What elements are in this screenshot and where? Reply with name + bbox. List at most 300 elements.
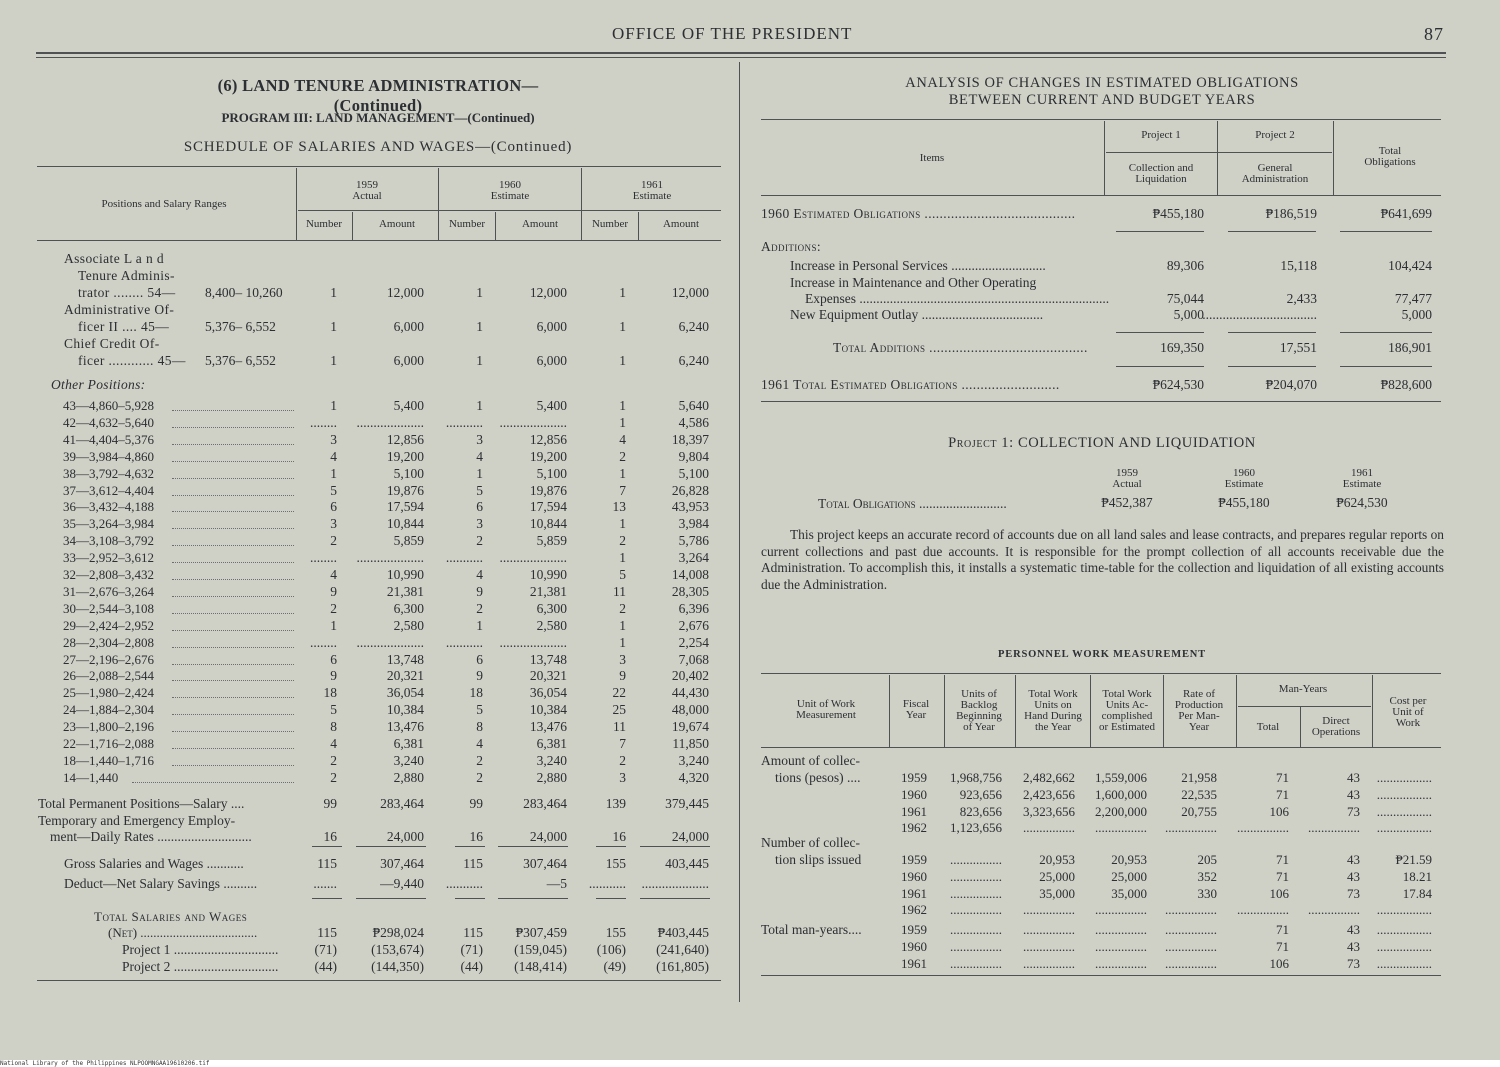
pwm-cell: 1959 [901, 922, 927, 937]
named-row-v5: 6,240 [678, 319, 709, 334]
project-year-0: 1959 Actual [1112, 467, 1142, 490]
other-positions-label: Other Positions: [51, 377, 146, 392]
pwm-cell: 71 [1276, 938, 1289, 954]
total-salaries-v1: ₱298,024 [372, 925, 424, 940]
analysis-value: 104,424 [1388, 258, 1432, 273]
analysis-value: 89,306 [1166, 258, 1204, 273]
other-row-v0: 4 [330, 567, 337, 582]
leader-dots [132, 782, 294, 783]
other-row-v4: 1 [619, 634, 626, 650]
other-row-v0: 2 [330, 600, 337, 616]
other-row-v1: .................... [356, 550, 424, 566]
analysis-value: 5,000 [1401, 307, 1432, 322]
pwm-header-5: Rate of Production Per Man- Year [1174, 688, 1224, 733]
temporary-v2: 16 [469, 829, 483, 844]
project1-v1: (153,674) [371, 942, 424, 957]
header-number: Number [305, 218, 343, 230]
other-row-v3: 21,381 [529, 583, 567, 599]
named-row-v2: 1 [476, 319, 483, 334]
other-row-v1: 13,476 [386, 719, 424, 735]
table-top-rule [37, 166, 721, 167]
other-row-v4: 3 [619, 769, 626, 785]
project1-v0: (71) [314, 942, 337, 957]
other-row-label: 27—2,196–2,676 [63, 651, 154, 667]
other-row-v2: 2 [476, 752, 483, 768]
total-obligations-value: ₱624,530 [1336, 495, 1388, 510]
other-row-v0: 8 [330, 719, 337, 735]
temporary-v4: 16 [612, 829, 626, 844]
other-row-v0: 3 [330, 516, 337, 532]
other-row-v1: 36,054 [386, 685, 424, 701]
other-row-v1: 2,580 [393, 617, 424, 633]
other-row-v2: ........... [445, 414, 483, 430]
other-row-v4: 2 [619, 533, 626, 549]
named-row-v5: 6,240 [678, 353, 709, 368]
header-project2: Project 2 [1255, 129, 1295, 141]
pwm-cell: ................. [1376, 803, 1432, 819]
other-row-label: 35—3,264–3,984 [63, 516, 154, 532]
header-amount: Amount [521, 218, 559, 230]
pwm-cell: ................ [1165, 820, 1217, 836]
temporary-v5: 24,000 [671, 829, 709, 844]
other-row-v5: 11,850 [672, 736, 709, 751]
pwm-cell: 1962 [901, 902, 927, 918]
project2-v4: (49) [603, 959, 626, 974]
pwm-unit-label: Amount of collec- [761, 753, 860, 768]
pwm-cell: 106 [1269, 955, 1289, 971]
other-row-v3: 17,594 [529, 499, 567, 515]
pwm-cell: ................ [1095, 902, 1147, 918]
other-row-v3: 12,856 [529, 431, 567, 447]
other-row-v5: 3,240 [678, 752, 709, 768]
other-row-v1: 10,990 [386, 567, 424, 582]
analysis-row-label: 1960 Estimated Obligations ........................................ [761, 206, 1076, 221]
other-row-v5: 4,586 [678, 414, 709, 430]
gross-v2: 115 [463, 856, 483, 871]
other-row-v5: 14,008 [671, 567, 709, 582]
named-row-v3: 6,000 [536, 319, 567, 334]
pwm-cell: 205 [1197, 852, 1217, 867]
other-row-v4: 13 [612, 499, 626, 515]
other-row-v1: 19,200 [386, 448, 424, 464]
pwm-cell: 17.84 [1402, 885, 1432, 901]
gross-v1: 307,464 [380, 856, 424, 871]
pwm-cell: 1959 [901, 852, 927, 867]
rule [455, 846, 485, 847]
other-row-v3: 2,580 [536, 617, 567, 633]
other-row-v4: 4 [619, 431, 626, 447]
pwm-cell: 923,656 [959, 786, 1002, 802]
project-year-1: 1960 Estimate [1224, 467, 1264, 490]
rule [596, 846, 626, 847]
other-row-v5: 3,264 [678, 550, 709, 566]
pwm-cell: ................. [1376, 902, 1432, 918]
other-row-v4: 11 [613, 583, 626, 599]
pwm-cell: 1961 [901, 803, 927, 819]
other-row-v4: 3 [619, 651, 626, 667]
analysis-value: 5,000 [1173, 307, 1204, 322]
other-row-label: 22—1,716–2,088 [63, 736, 154, 751]
temporary-v0: 16 [323, 829, 337, 844]
analysis-row-label: Total Additions .......................................... [833, 340, 1088, 355]
rule [596, 898, 626, 899]
pwm-cell: 25,000 [1111, 868, 1147, 884]
header-project2-sub: General Administration [1241, 162, 1309, 185]
header-amount: Amount [662, 218, 700, 230]
pwm-cell: 1960 [901, 938, 927, 954]
temporary-v3: 24,000 [529, 829, 567, 844]
named-row-v2: 1 [476, 353, 483, 368]
leader-dots [172, 647, 294, 648]
personnel-work-measurement-title: PERSONNEL WORK MEASUREMENT [998, 649, 1206, 660]
project1-v4: (106) [596, 942, 626, 957]
other-row-v2: 18 [469, 685, 483, 701]
project2-v5: (161,805) [656, 959, 709, 974]
project1-v5: (241,640) [656, 942, 709, 957]
scan-source-footer: National Library of the Philippines NLPOOMNGAA19610206.tif [0, 1060, 1500, 1067]
other-row-v2: ........... [445, 634, 483, 650]
pwm-cell: ................. [1376, 955, 1432, 971]
named-row-v3: 12,000 [529, 285, 567, 300]
other-row-v3: .................... [499, 550, 567, 566]
analysis-value: ₱204,070 [1265, 377, 1317, 392]
pwm-cell: 18.21 [1402, 868, 1432, 884]
other-row-label: 26—2,088–2,544 [63, 668, 154, 684]
pwm-header-1: Fiscal Year [902, 698, 930, 721]
gross-label: Gross Salaries and Wages ........... [64, 856, 244, 871]
other-row-v3: 6,381 [536, 736, 567, 751]
pwm-cell: 1962 [901, 820, 927, 836]
pwm-unit-label: Total man-years.... [761, 922, 862, 937]
pwm-cell: 21,958 [1181, 770, 1217, 785]
other-row-v0: 4 [330, 448, 337, 464]
rule [640, 898, 710, 899]
pwm-cell: ................ [1308, 820, 1360, 836]
leader-dots [172, 444, 294, 445]
other-row-v2: 9 [476, 583, 483, 599]
other-row-label: 38—3,792–4,632 [63, 465, 154, 481]
other-row-v4: 25 [612, 702, 626, 718]
leader-dots [172, 579, 294, 580]
analysis-value: 75,044 [1166, 291, 1204, 306]
other-row-v5: 43,953 [671, 499, 709, 515]
other-row-v2: ........... [445, 550, 483, 566]
other-row-v5: 19,674 [671, 719, 709, 735]
pwm-cell: 35,000 [1039, 885, 1075, 901]
other-row-v3: 5,400 [536, 398, 567, 413]
leader-dots [172, 697, 294, 698]
pwm-cell: ................ [950, 955, 1002, 971]
analysis-value: 169,350 [1160, 340, 1204, 355]
position-title-line: Associate L a n d [64, 251, 165, 266]
pwm-header-0: Unit of Work Measurement [796, 698, 856, 721]
other-row-v0: 2 [330, 769, 337, 785]
other-row-v1: 20,321 [386, 668, 424, 684]
deduct-v3: —5 [546, 876, 567, 891]
other-row-v0: 5 [330, 482, 337, 498]
analysis-value: ₱455,180 [1152, 206, 1204, 221]
pwm-cell: 1960 [901, 868, 927, 884]
pwm-cell: 71 [1276, 852, 1289, 867]
other-row-v0: 18 [323, 685, 337, 701]
other-row-v0: 9 [330, 583, 337, 599]
pwm-cell: 43 [1347, 770, 1360, 785]
pwm-cell: 2,482,662 [1023, 770, 1075, 785]
leader-dots [172, 410, 294, 411]
other-row-v5: 7,068 [678, 651, 709, 667]
analysis-title-1: ANALYSIS OF CHANGES IN ESTIMATED OBLIGATIONS [905, 75, 1299, 91]
leader-dots [172, 427, 294, 428]
other-row-v3: 19,876 [529, 482, 567, 498]
pwm-cell: ................ [1095, 955, 1147, 971]
pwm-cell: 2,423,656 [1023, 786, 1075, 802]
salary-range: 8,400– 10,260 [205, 285, 283, 300]
pwm-cell: 71 [1276, 868, 1289, 884]
other-row-v0: 5 [330, 702, 337, 718]
other-row-v4: 22 [612, 685, 626, 701]
salary-range: 5,376– 6,552 [205, 319, 276, 334]
other-row-v0: ........ [310, 634, 337, 650]
rule [761, 195, 1441, 196]
other-row-v4: 1 [619, 516, 626, 532]
analysis-title-2: BETWEEN CURRENT AND BUDGET YEARS [948, 92, 1256, 108]
other-row-v2: 3 [476, 431, 483, 447]
other-row-label: 14—1,440 [63, 769, 119, 785]
pwm-header-6: Man-Years [1278, 683, 1328, 695]
total-salaries-v2: 115 [463, 925, 483, 940]
other-row-v3: 13,748 [529, 651, 567, 667]
pwm-cell: ................ [1023, 820, 1075, 836]
other-row-v0: 3 [330, 431, 337, 447]
other-row-v3: .................... [499, 634, 567, 650]
other-row-v2: 2 [476, 769, 483, 785]
position-title-line: trator ........ 54— [78, 285, 176, 300]
other-row-v1: 5,400 [393, 398, 424, 413]
pwm-header-3: Total Work Units on Hand During the Year [1024, 688, 1082, 733]
other-row-v5: 5,100 [678, 465, 709, 481]
pwm-unit-label: tion slips issued [775, 852, 862, 867]
other-row-v3: 5,859 [536, 533, 567, 549]
other-row-label: 31—2,676–3,264 [63, 583, 154, 599]
pwm-header-4: Total Work Units Ac- complished or Estimated [1099, 688, 1155, 733]
rule [761, 673, 1441, 674]
pwm-cell: ................ [1237, 820, 1289, 836]
other-row-v1: 6,381 [393, 736, 424, 751]
other-row-v4: 1 [619, 550, 626, 566]
program-title: PROGRAM III: LAND MANAGEMENT—(Continued) [221, 110, 535, 125]
header-year-0: 1959 Actual [352, 179, 382, 202]
rule [761, 401, 1441, 402]
other-row-v0: 6 [330, 499, 337, 515]
pwm-cell: 1961 [901, 955, 927, 971]
analysis-row-label: 1961 Total Estimated Obligations .......................... [761, 377, 1060, 392]
project2-v3: (148,414) [514, 959, 567, 974]
pwm-cell: ................ [1165, 955, 1217, 971]
page-title: OFFICE OF THE PRESIDENT [612, 24, 853, 43]
temporary-v1: 24,000 [386, 829, 424, 844]
pwm-cell: 73 [1347, 955, 1360, 971]
rule [1340, 231, 1432, 232]
total-salaries-v0: 115 [317, 925, 337, 940]
pwm-cell: ................ [950, 902, 1002, 918]
other-row-v3: 2,880 [536, 769, 567, 785]
other-row-v5: 9,804 [678, 448, 709, 464]
total-permanent-v1: 283,464 [380, 796, 424, 811]
pwm-cell: ................ [950, 852, 1002, 867]
pwm-cell: 43 [1347, 938, 1360, 954]
gross-v0: 115 [317, 856, 337, 871]
other-row-v2: 5 [476, 702, 483, 718]
leader-dots [172, 765, 294, 766]
pwm-cell: 43 [1347, 922, 1360, 937]
pwm-cell: ................ [1023, 938, 1075, 954]
other-row-v1: .................... [356, 414, 424, 430]
other-row-label: 23—1,800–2,196 [63, 719, 154, 735]
named-row-v3: 6,000 [536, 353, 567, 368]
other-row-v2: 9 [476, 668, 483, 684]
other-row-v5: 28,305 [671, 583, 709, 599]
deduct-v1: —9,440 [380, 876, 424, 891]
other-row-v2: 4 [476, 448, 483, 464]
deduct-v4: ........... [588, 876, 626, 891]
other-row-v2: 4 [476, 736, 483, 751]
leader-dots [172, 478, 294, 479]
pwm-cell: 22,535 [1181, 786, 1217, 802]
leader-dots [172, 562, 294, 563]
pwm-cell: ................ [1165, 902, 1217, 918]
pwm-cell: 73 [1347, 803, 1360, 819]
other-row-v5: 5,786 [678, 533, 709, 549]
other-row-v1: 5,859 [393, 533, 424, 549]
project2-label: Project 2 ............................... [122, 959, 279, 974]
project-year-2: 1961 Estimate [1342, 467, 1382, 490]
other-row-v4: 1 [619, 414, 626, 430]
other-row-v1: 13,748 [386, 651, 424, 667]
other-row-v1: 12,856 [386, 431, 424, 447]
other-row-v2: 8 [476, 719, 483, 735]
other-row-label: 41—4,404–5,376 [63, 431, 154, 447]
pwm-cell: ................. [1376, 938, 1432, 954]
other-row-v0: 9 [330, 668, 337, 684]
pwm-cell: 71 [1276, 922, 1289, 937]
other-row-label: 32—2,808–3,432 [63, 567, 154, 582]
leader-dots [172, 528, 294, 529]
other-row-v5: 44,430 [671, 685, 709, 701]
rule [455, 898, 485, 899]
pwm-cell: ................ [1237, 902, 1289, 918]
analysis-row-label: Additions: [761, 239, 821, 254]
other-row-v4: 2 [619, 600, 626, 616]
total-obligations-label: Total Obligations .......................... [818, 496, 1007, 511]
pwm-cell: ................. [1376, 820, 1432, 836]
salary-range: 5,376– 6,552 [205, 353, 276, 368]
pwm-cell: ................ [1023, 902, 1075, 918]
position-title-line: ficer II .... 45— [78, 319, 170, 334]
section-title: (6) LAND TENURE ADMINISTRATION—(Continued) [217, 76, 539, 115]
pwm-cell: ................ [1023, 922, 1075, 937]
pwm-cell: ................ [1023, 955, 1075, 971]
pwm-cell: ................. [1376, 922, 1432, 937]
named-row-v1: 6,000 [393, 319, 424, 334]
pwm-bottom-rule [761, 975, 1441, 976]
named-row-v1: 12,000 [386, 285, 424, 300]
pwm-cell: 25,000 [1039, 868, 1075, 884]
analysis-value: ₱624,530 [1152, 377, 1204, 392]
rule [298, 210, 721, 211]
rule [1228, 231, 1316, 232]
other-row-v0: 1 [330, 465, 337, 481]
other-row-v5: 4,320 [678, 769, 709, 785]
pwm-cell: 20,953 [1111, 852, 1147, 867]
deduct-label: Deduct—Net Salary Savings .......... [64, 876, 258, 891]
rule [1228, 332, 1316, 333]
pwm-header-9: Cost per Unit of Work [1389, 695, 1427, 729]
other-row-v5: 18,397 [671, 431, 709, 447]
other-row-v0: 2 [330, 752, 337, 768]
header-positions: Positions and Salary Ranges [101, 198, 227, 210]
named-row-v5: 12,000 [671, 285, 709, 300]
rule [1340, 366, 1432, 367]
schedule-title: SCHEDULE OF SALARIES AND WAGES—(Continued) [183, 139, 573, 155]
other-row-v5: 6,396 [678, 600, 709, 616]
other-row-v4: 2 [619, 752, 626, 768]
position-title-line: Chief Credit Of- [64, 336, 160, 351]
other-row-v2: 1 [476, 398, 483, 413]
other-row-v3: .................... [499, 414, 567, 430]
other-row-v0: ........ [310, 414, 337, 430]
other-row-v1: 2,880 [393, 769, 424, 785]
pwm-unit-label: Number of collec- [761, 835, 860, 850]
rule [312, 846, 342, 847]
named-row-v1: 6,000 [393, 353, 424, 368]
leader-dots [172, 748, 294, 749]
pwm-cell: 20,953 [1039, 852, 1075, 867]
other-row-v4: 1 [619, 617, 626, 633]
rule [356, 898, 426, 899]
other-row-v0: 4 [330, 736, 337, 751]
rule [498, 846, 568, 847]
other-row-v1: 10,844 [386, 516, 424, 532]
analysis-row-label: Increase in Personal Services ............................ [790, 258, 1046, 273]
pwm-cell: ................ [1095, 938, 1147, 954]
other-row-v4: 2 [619, 448, 626, 464]
leader-dots [172, 596, 294, 597]
other-row-v2: 6 [476, 499, 483, 515]
pwm-cell: 35,000 [1111, 885, 1147, 901]
other-row-v1: 19,876 [386, 482, 424, 498]
pwm-cell: 106 [1269, 885, 1289, 901]
header-total: Total Obligations [1364, 145, 1416, 168]
analysis-row-label: New Equipment Outlay .................................... [790, 307, 1044, 322]
pwm-cell: 1,600,000 [1095, 786, 1147, 802]
pwm-cell: 20,755 [1181, 803, 1217, 819]
gross-v3: 307,464 [523, 856, 567, 871]
other-row-v1: .................... [356, 634, 424, 650]
header-project1: Project 1 [1141, 129, 1181, 141]
other-row-v2: 4 [476, 567, 483, 582]
rule [761, 119, 1441, 120]
header-amount: Amount [378, 218, 416, 230]
other-row-v0: 2 [330, 533, 337, 549]
rule [1340, 332, 1432, 333]
other-row-v4: 9 [619, 668, 626, 684]
header-items: Items [919, 152, 945, 164]
other-row-v4: 7 [619, 482, 626, 498]
analysis-value: .................................. [1202, 307, 1317, 322]
column-divider [739, 62, 740, 1002]
rule [1116, 332, 1204, 333]
pwm-header-2: Units of Backlog Beginning of Year [956, 688, 1002, 733]
